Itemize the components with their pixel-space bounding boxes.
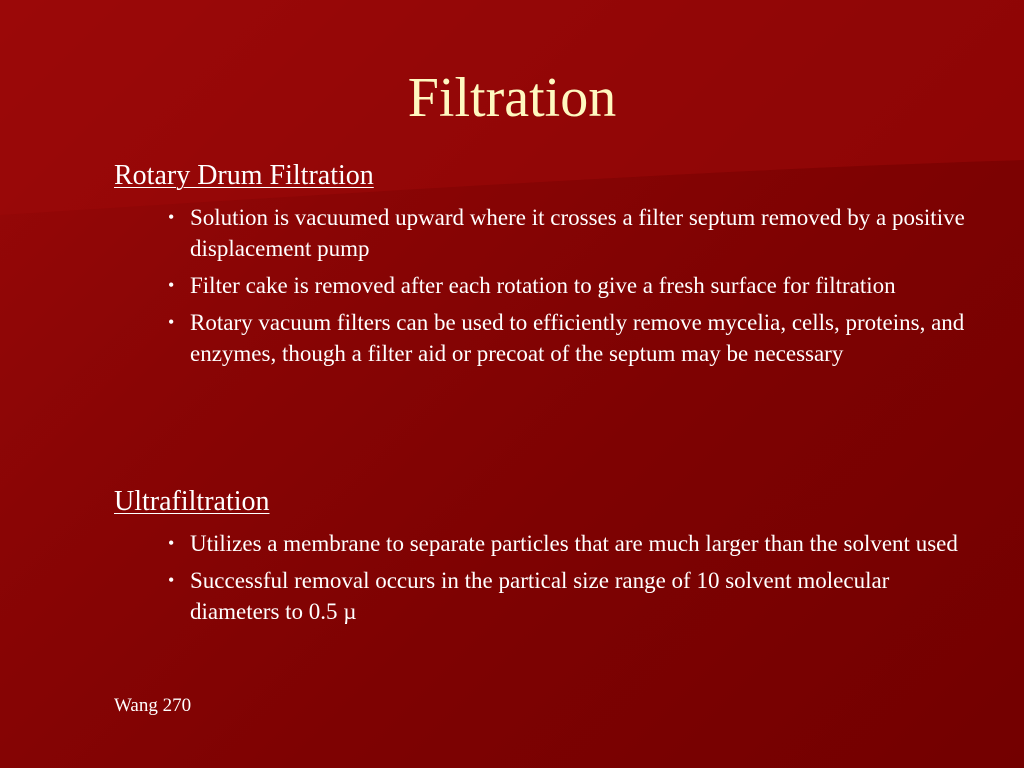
bullet-item <box>168 528 968 559</box>
bullet-text: Filter cake is removed after each rotation to give a fresh surface for filtration <box>190 273 896 298</box>
slide-title: Filtration <box>407 67 617 129</box>
bullet-icon: • <box>168 207 175 227</box>
section-heading-rotary-drum-filtration: Rotary Drum Filtration <box>114 160 374 191</box>
bullet-text: Utilizes a membrane to separate particles that are much larger than the solvent used <box>190 531 958 556</box>
bullet-item <box>168 202 968 264</box>
bullet-text: Successful removal occurs in the partical size range of 10 solvent molecular diameters to 0.5 µ <box>190 568 890 624</box>
bullet-text: Solution is vacuumed upward where it crosses a filter septum removed by a positive displacement pump <box>190 205 965 261</box>
section-heading-ultrafiltration: Ultrafiltration <box>114 486 270 517</box>
bullet-item <box>168 270 968 301</box>
bullet-item <box>168 307 968 369</box>
bullet-list-rotary-drum <box>168 202 968 375</box>
bullet-icon: • <box>168 275 175 295</box>
source-citation: Wang 270 <box>114 695 192 716</box>
bullet-item <box>168 565 968 627</box>
bullet-text: Rotary vacuum filters can be used to efficiently remove mycelia, cells, proteins, and enzymes, though a filter aid or precoat of the septum may be necessary <box>190 310 965 366</box>
bullet-icon: • <box>168 533 175 553</box>
bullet-icon: • <box>168 570 175 590</box>
bullet-icon: • <box>168 312 175 332</box>
bullet-list-ultrafiltration <box>168 528 968 633</box>
